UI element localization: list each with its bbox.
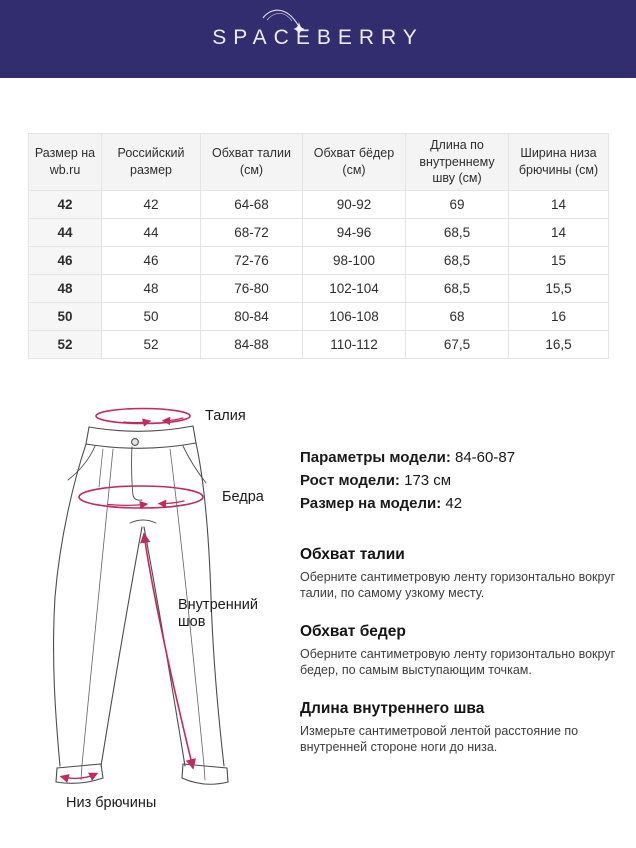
guide-inseam-title: Длина внутреннего шва bbox=[300, 700, 485, 717]
table-header-row bbox=[29, 134, 609, 191]
table-row bbox=[29, 303, 609, 331]
table-row bbox=[29, 275, 609, 303]
model-size-value: 42 bbox=[445, 495, 463, 512]
guide-section-waist bbox=[300, 547, 622, 601]
inseam-label: Внутренний шов bbox=[178, 597, 258, 630]
brand-header bbox=[0, 0, 636, 78]
table-row bbox=[29, 331, 609, 359]
guide-waist-title: Обхват талии bbox=[300, 546, 405, 563]
col-header-inseam: Длина по внутреннему шву (см) bbox=[406, 134, 509, 191]
table-cell: 68,5 bbox=[406, 275, 509, 303]
table-cell: 50 bbox=[102, 303, 201, 331]
table-cell: 110-112 bbox=[303, 331, 406, 359]
guide-hips-title: Обхват бедер bbox=[300, 623, 406, 640]
guide-hips-text: Оберните сантиметровую ленту горизонтально вокруг бедер, по самым выступающим точкам. bbox=[300, 647, 616, 677]
table-cell: 44 bbox=[29, 219, 102, 247]
table-row bbox=[29, 191, 609, 219]
guide-inseam-text: Измерьте сантиметровой лентой расстояние по внутренней стороне ноги до низа. bbox=[300, 724, 579, 754]
table-cell: 46 bbox=[102, 247, 201, 275]
table-cell: 106-108 bbox=[303, 303, 406, 331]
model-info bbox=[300, 446, 630, 515]
model-size bbox=[300, 492, 630, 515]
table-cell: 44 bbox=[102, 219, 201, 247]
table-cell: 52 bbox=[102, 331, 201, 359]
guide-waist-text: Оберните сантиметровую ленту горизонтально вокруг талии, по самому узкому месту. bbox=[300, 570, 616, 600]
measure-guide bbox=[300, 547, 622, 778]
size-table bbox=[28, 133, 608, 359]
table-cell: 68,5 bbox=[406, 219, 509, 247]
table-cell: 68,5 bbox=[406, 247, 509, 275]
guide-section-hips bbox=[300, 624, 622, 678]
table-cell: 15 bbox=[509, 247, 609, 275]
table-cell: 98-100 bbox=[303, 247, 406, 275]
table-cell: 68-72 bbox=[201, 219, 303, 247]
table-cell: 42 bbox=[29, 191, 102, 219]
hips-label: Бедра bbox=[222, 489, 264, 505]
table-cell: 14 bbox=[509, 191, 609, 219]
model-height-value: 173 см bbox=[404, 472, 452, 489]
table-cell: 15,5 bbox=[509, 275, 609, 303]
table-cell: 42 bbox=[102, 191, 201, 219]
table-cell: 90-92 bbox=[303, 191, 406, 219]
table-cell: 48 bbox=[102, 275, 201, 303]
table-cell: 16,5 bbox=[509, 331, 609, 359]
col-header-hips: Обхват бёдер (см) bbox=[303, 134, 406, 191]
waist-label: Талия bbox=[205, 408, 246, 424]
model-params-label: Параметры модели: bbox=[300, 449, 451, 466]
table-row bbox=[29, 247, 609, 275]
model-params-value: 84-60-87 bbox=[455, 449, 516, 466]
model-size-label: Размер на модели: bbox=[300, 495, 442, 512]
table-cell: 67,5 bbox=[406, 331, 509, 359]
table-cell: 46 bbox=[29, 247, 102, 275]
model-params bbox=[300, 446, 630, 469]
table-row bbox=[29, 219, 609, 247]
brand-logo: SPACEBERRY bbox=[212, 26, 424, 49]
col-header-ru-size: Российский размер bbox=[102, 134, 201, 191]
table-cell: 94-96 bbox=[303, 219, 406, 247]
col-header-waist: Обхват талии (см) bbox=[201, 134, 303, 191]
col-header-hem-width: Ширина низа брючины (см) bbox=[509, 134, 609, 191]
guide-section-inseam bbox=[300, 701, 622, 755]
table-cell: 76-80 bbox=[201, 275, 303, 303]
table-cell: 80-84 bbox=[201, 303, 303, 331]
hem-label: Низ брючины bbox=[66, 795, 157, 811]
table-cell: 69 bbox=[406, 191, 509, 219]
col-header-wb-size: Размер на wb.ru bbox=[29, 134, 102, 191]
table-cell: 48 bbox=[29, 275, 102, 303]
model-height bbox=[300, 469, 630, 492]
table-cell: 16 bbox=[509, 303, 609, 331]
table-cell: 84-88 bbox=[201, 331, 303, 359]
table-cell: 50 bbox=[29, 303, 102, 331]
table-cell: 72-76 bbox=[201, 247, 303, 275]
table-cell: 52 bbox=[29, 331, 102, 359]
table-cell: 68 bbox=[406, 303, 509, 331]
table-cell: 14 bbox=[509, 219, 609, 247]
model-height-label: Рост модели: bbox=[300, 472, 400, 489]
table-cell: 102-104 bbox=[303, 275, 406, 303]
table-cell: 64-68 bbox=[201, 191, 303, 219]
